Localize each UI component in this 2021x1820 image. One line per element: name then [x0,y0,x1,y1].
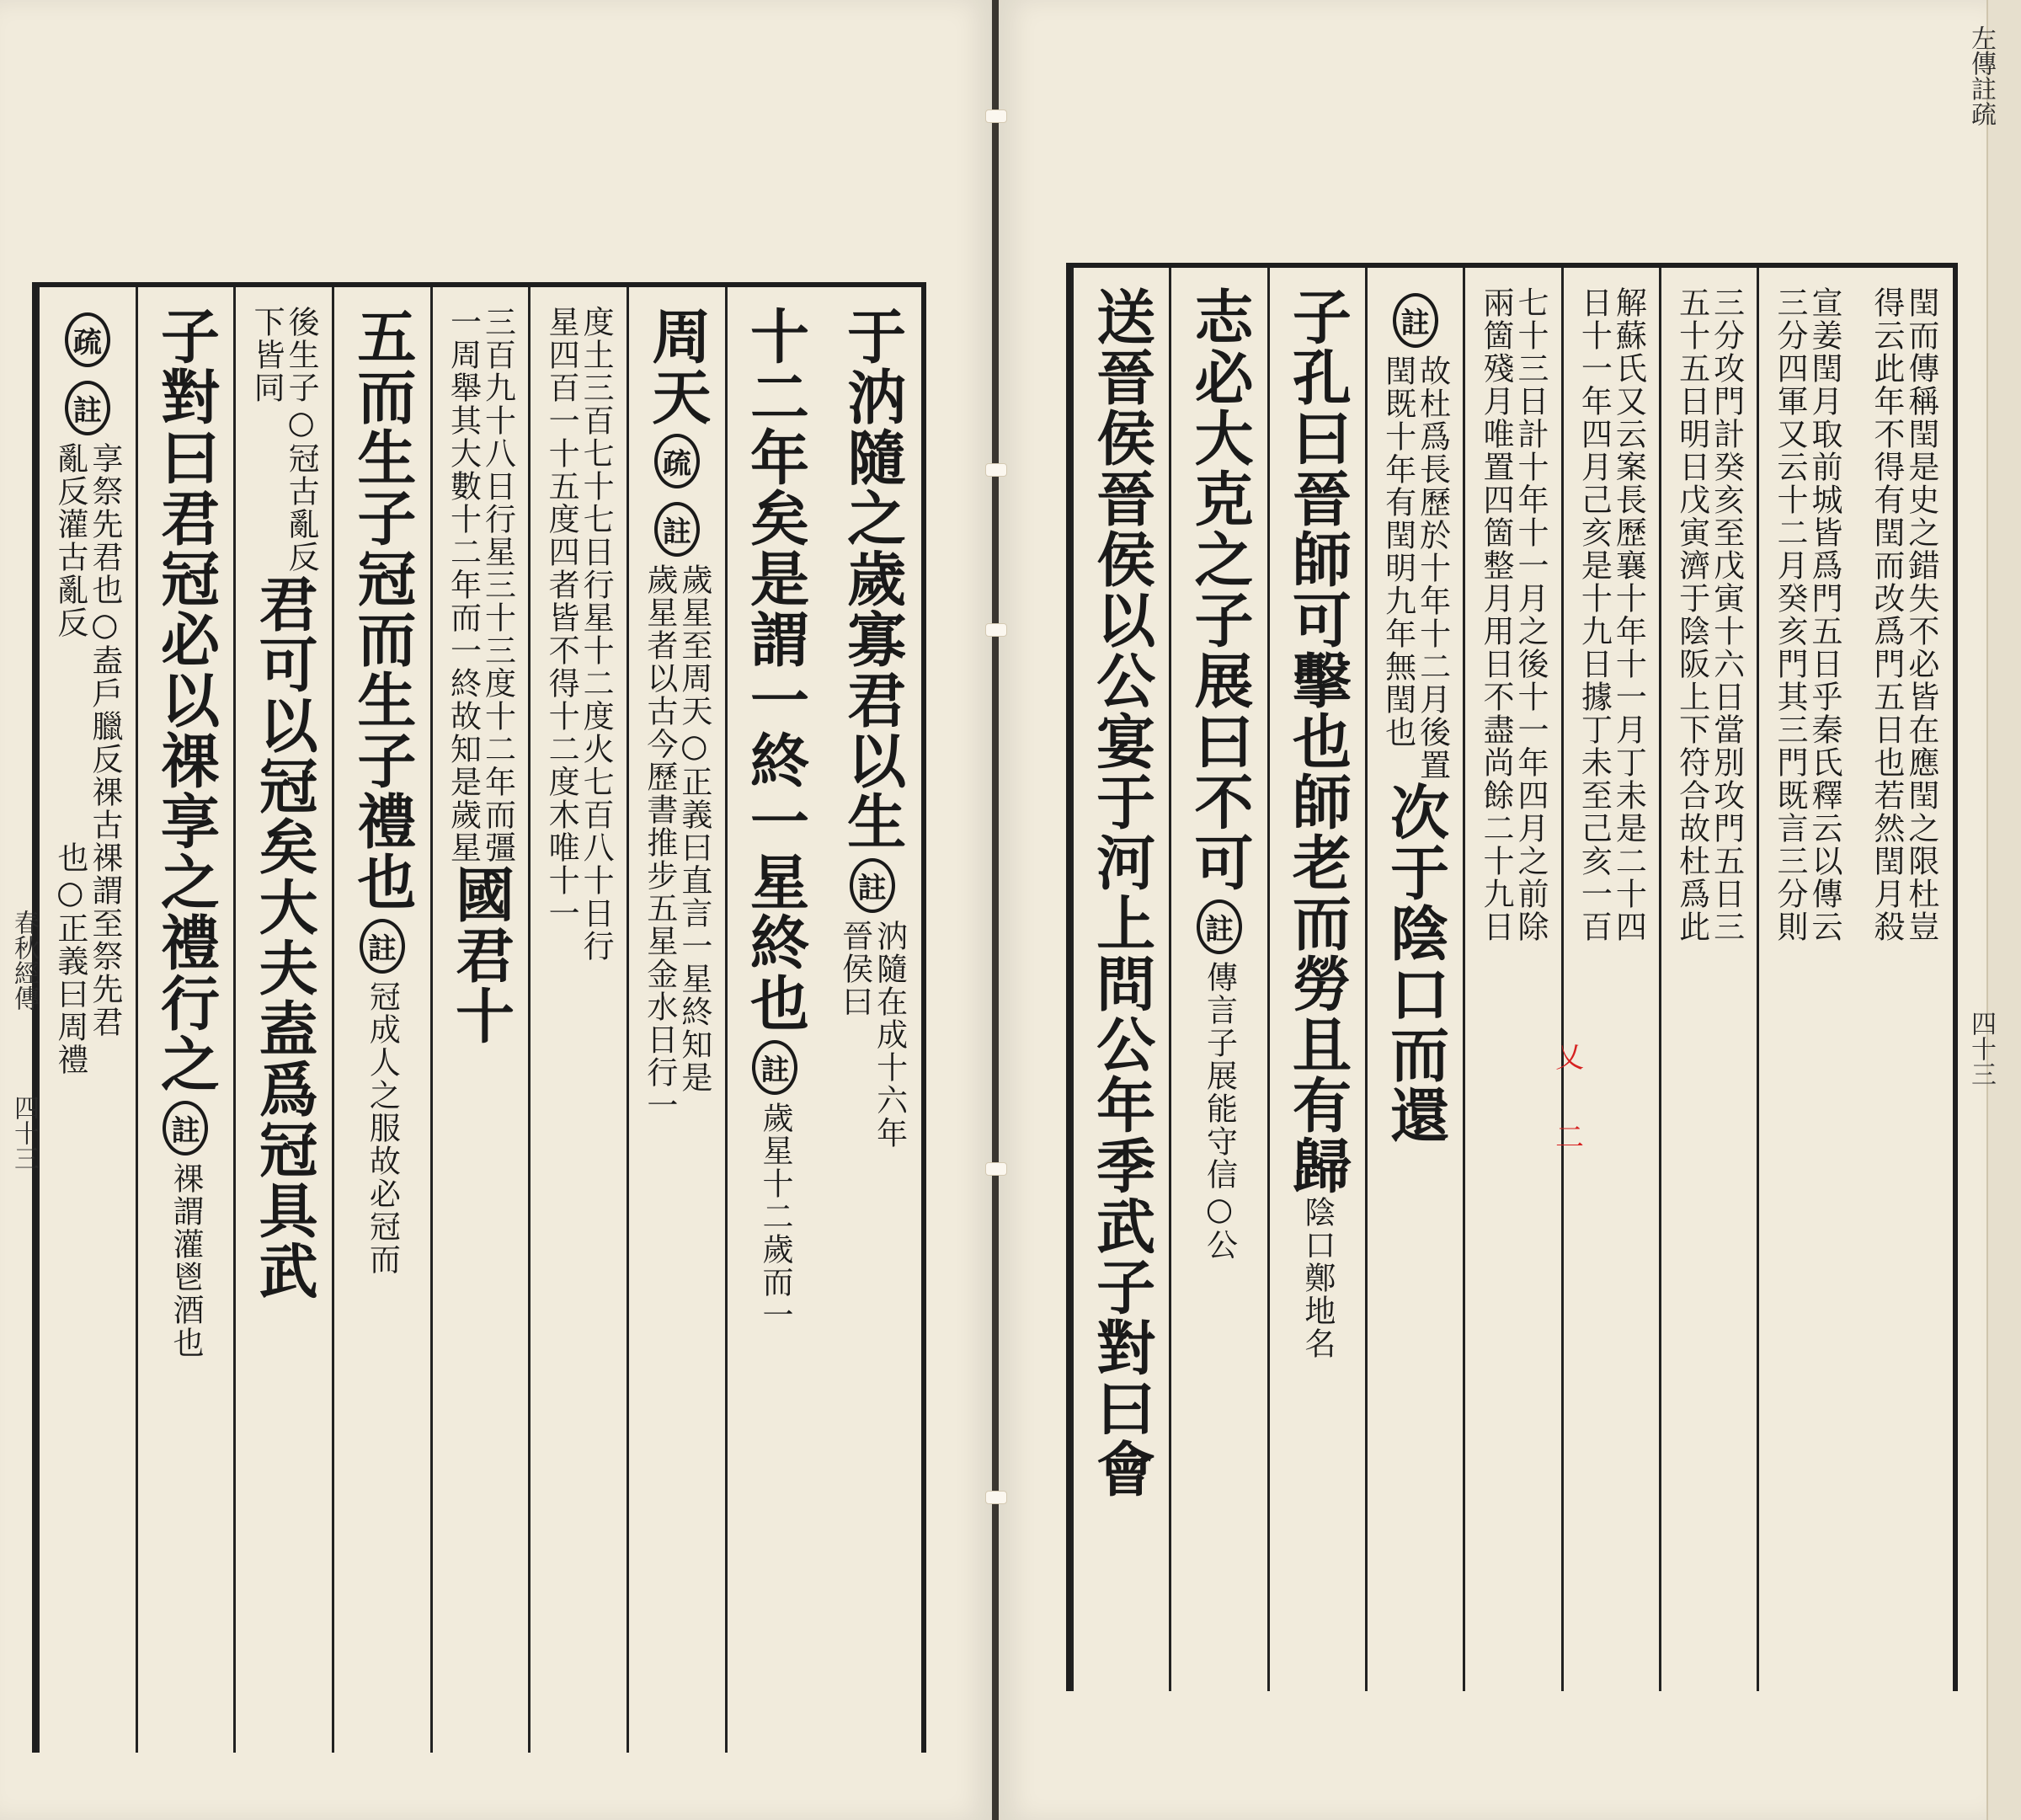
left-margin-number: 四十三 [9,1095,39,1171]
text-column [627,287,725,1753]
main-text: 次于陰口而還 [1380,782,1451,1145]
text-column [233,287,332,1753]
main-text: 送晉侯晉侯以公宴于河上問公年季武子對曰會 [1086,286,1157,1499]
annotation-badge: 註 [1393,293,1438,348]
commentary-line: 閏而傳稱閏是史之錯失不必皆在應閏之限杜豈 [1902,286,1939,943]
commentary-line: 兩箇殘月唯置四箇整月用日不盡尚餘二十九日 [1477,286,1514,943]
main-text: 志必大克之子展曰不可 [1184,286,1255,893]
commentary-pair [836,920,908,1150]
commentary-pair [1868,286,1939,943]
commentary-pair [248,306,320,574]
commentary-line: 七十三日計十年十一月之後十一年四月之前除 [1512,286,1549,943]
text-column [823,287,921,1753]
commentary-line: 祼謂灌鬯酒也 [167,1162,204,1359]
commentary-line: 一周舉其大數十二年而一終故知是歲星 [445,306,482,864]
commentary-line: 三分攻門計癸亥至戊寅十六日當別攻門五日三 [1708,286,1745,943]
commentary-pair [1379,355,1451,782]
commentary-line: 三百九十八日行星三十三度十二年而彊 [479,306,516,864]
text-column [37,287,136,1753]
annotation-badge: 註 [65,381,110,435]
main-text: 于汭隨之歲寡君以生 [837,306,908,851]
annotation-badge: 疏 [654,434,700,488]
commentary-pair [1673,286,1745,943]
commentary-line: 日十一年四月己亥是十九日據丁未至己亥一百 [1576,286,1613,943]
main-text: 子孔曰晉師可擊也師老而勞且有歸 [1282,286,1353,1196]
annotation-badge: 註 [1197,899,1242,954]
commentary-line: 傳言子展能守信○公 [1201,961,1238,1262]
commentary-line: 汭隨在成十六年 [871,920,908,1150]
binding-stitch [985,1491,1007,1504]
text-column [1463,268,1560,1691]
commentary-line: 也○正義曰周禮 [51,841,88,1076]
commentary-line: 晉侯曰 [836,920,873,1018]
commentary-pair [364,980,401,1276]
commentary-line: 星四百一十五度四者皆不得十二度木唯十一 [543,306,580,930]
text-column [1855,268,1953,1691]
commentary-line: 度土三百七十七日行星十二度火七百八十日行 [578,306,615,963]
commentary-pair [51,442,123,841]
commentary-line: 閏既十年有閏明九年無閏也 [1379,355,1416,749]
commentary-line: 得云此年不得有閏而改爲門五日也若然閏月殺 [1868,286,1905,943]
commentary-line: 亂反灌古亂反 [51,442,88,639]
commentary-pair [51,841,123,1076]
commentary-line: 五十五日明日戊寅濟于陰阪上下符合故杜爲此 [1673,286,1710,943]
commentary-line: 歲星至周天○正義曰直言一星終知是 [675,563,712,1094]
commentary-line: 歲星十二歲而一 [756,1102,793,1332]
text-column [1267,268,1365,1691]
text-column [528,287,627,1753]
text-column [1071,268,1169,1691]
binding-stitch [985,109,1007,123]
left-margin-label: 春秋經傳 [9,910,39,1011]
commentary-pair [756,1102,793,1332]
right-page [999,0,1986,1820]
text-column [1365,268,1463,1691]
main-text: 周天 [642,306,712,427]
right-margin-number: 四十三 [1966,1011,1996,1086]
commentary-pair [167,1162,204,1359]
annotation-badge: 註 [360,919,405,974]
text-column [430,287,529,1753]
commentary-pair [1201,961,1238,1262]
main-text: 國君十 [445,864,516,1046]
text-column [1659,268,1757,1691]
commentary-pair [641,563,712,1122]
annotation-badge: 註 [752,1040,797,1095]
next-page-edge [1986,0,2021,1820]
annotation-badge: 疏 [65,312,110,367]
commentary-pair [445,306,516,864]
text-column [1757,268,1854,1691]
main-text: 十二年矣是謂一終一星終也 [740,306,811,1033]
text-column [1561,268,1659,1691]
red-correction-mark: 二 [1555,1121,1584,1155]
commentary-line: 陰口鄭地名 [1298,1196,1336,1360]
annotation-badge: 註 [654,502,700,557]
commentary-line: 冠成人之服故必冠而 [364,980,401,1276]
commentary-pair [1477,286,1549,943]
commentary-pair [1771,286,1842,943]
commentary-pair [543,306,615,963]
commentary-line: 歲星者以古今歷書推步五星金水日行一 [641,563,678,1122]
main-text: 君可以冠矣大夫盍爲冠具武 [249,574,320,1301]
commentary-line: 宣姜閏月取前城皆爲門五日乎秦氏釋云以傳云 [1805,286,1842,943]
annotation-badge: 註 [163,1101,208,1156]
text-column [1169,268,1266,1691]
commentary-line: 祼謂至祭先君 [86,841,123,1038]
commentary-line: 下皆同 [248,306,285,404]
text-column [332,287,430,1753]
commentary-pair [1298,1196,1336,1360]
text-column [725,287,824,1753]
right-margin-label: 左傳註疏 [1966,25,1996,126]
main-text: 五而生子冠而生子禮也 [347,306,418,912]
book-gutter [992,0,999,1820]
annotation-badge: 註 [850,858,895,913]
commentary-line: 後生子○冠古亂反 [283,306,320,574]
left-page [0,0,992,1820]
binding-stitch [985,623,1007,637]
red-correction-mark: 乂 [1555,1041,1584,1075]
binding-stitch [985,1162,1007,1176]
commentary-pair [1576,286,1647,943]
left-text-frame [32,282,926,1753]
text-column [136,287,234,1753]
commentary-line: 享祭先君也○盍戶臘反祼古 [86,442,123,841]
commentary-line: 三分四軍又云十二月癸亥門其三門既言三分則 [1771,286,1808,943]
binding-stitch [985,463,1007,477]
main-text: 子對曰君冠必以祼享之禮行之 [151,306,221,1094]
commentary-line: 故杜爲長歷於十年十二月後置 [1414,355,1451,782]
right-text-frame [1066,263,1958,1691]
commentary-line: 解蘇氏又云案長歷襄十年十一月丁未是二十四 [1610,286,1647,943]
